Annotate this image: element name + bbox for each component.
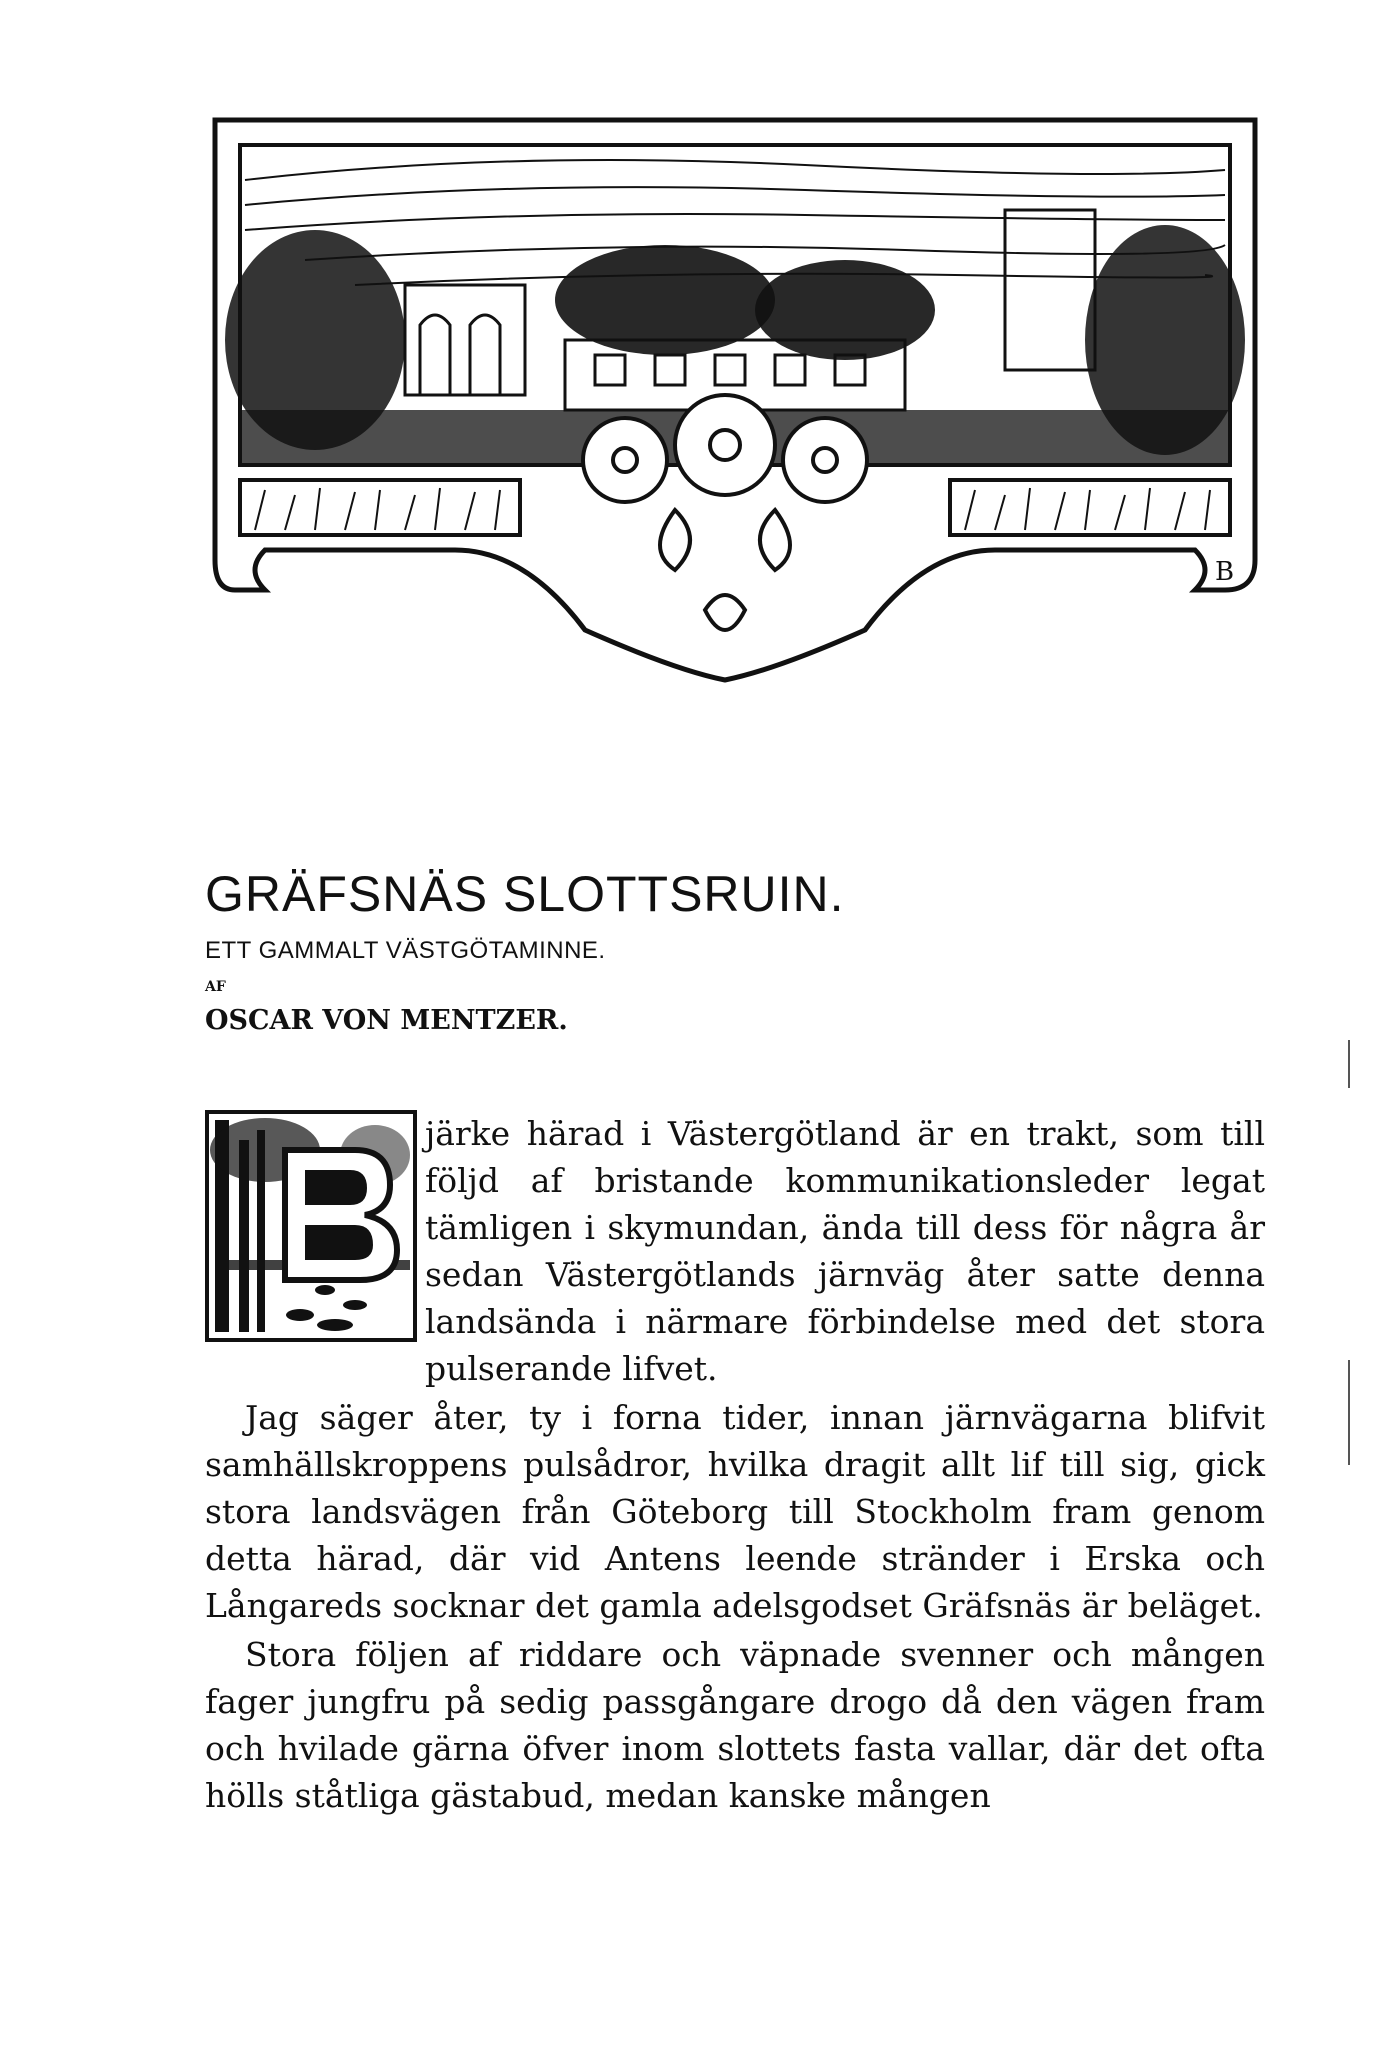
svg-text:B: B (1215, 557, 1235, 587)
margin-mark-bottom (1348, 1360, 1350, 1465)
author-name: OSCAR VON MENTZER. (205, 1005, 568, 1036)
article-title: GRÄFSNÄS SLOTTSRUIN. (205, 866, 845, 922)
byline-prefix: AF (205, 979, 226, 995)
article-subtitle: ETT GAMMALT VÄSTGÖTAMINNE. (205, 937, 606, 964)
paragraph-1: järke härad i Västergötland är en trakt, som till följd af bristande kommunikationsleder legat tämligen i skymundan, ända till dess för några år sedan Västergötlands järnväg åter satte denna landsända i närmare förbindelse med det stora pulserande lifvet. (425, 1114, 1265, 1388)
drop-cap-initial (205, 1110, 417, 1342)
castle-ruin-landscape-icon (205, 110, 1265, 710)
article-body (205, 1110, 1265, 1819)
decorated-initial-b-icon (205, 1110, 417, 1342)
paragraph-3: Stora följen af riddare och väpnade svenner och mången fager jungfru på sedig passgångare drogo då den vägen fram och hvilade gärna öfver inom slottets fasta vallar, där det ofta hölls ståtliga gästabud, medan kanske mången (205, 1635, 1265, 1815)
headpiece-illustration (205, 110, 1265, 710)
margin-mark-top (1348, 1040, 1350, 1088)
title-block (205, 865, 1265, 1036)
paragraph-2: Jag säger åter, ty i forna tider, innan järnvägarna blifvit samhällskroppens pulsådror, hvilka dragit allt lif till sig, gick stora landsvägen från Göteborg till Stockholm fram genom detta härad, där vid Antens leende stränder i Erska och Långareds socknar det gamla adelsgodset Gräfsnäs är beläget. (205, 1398, 1265, 1625)
